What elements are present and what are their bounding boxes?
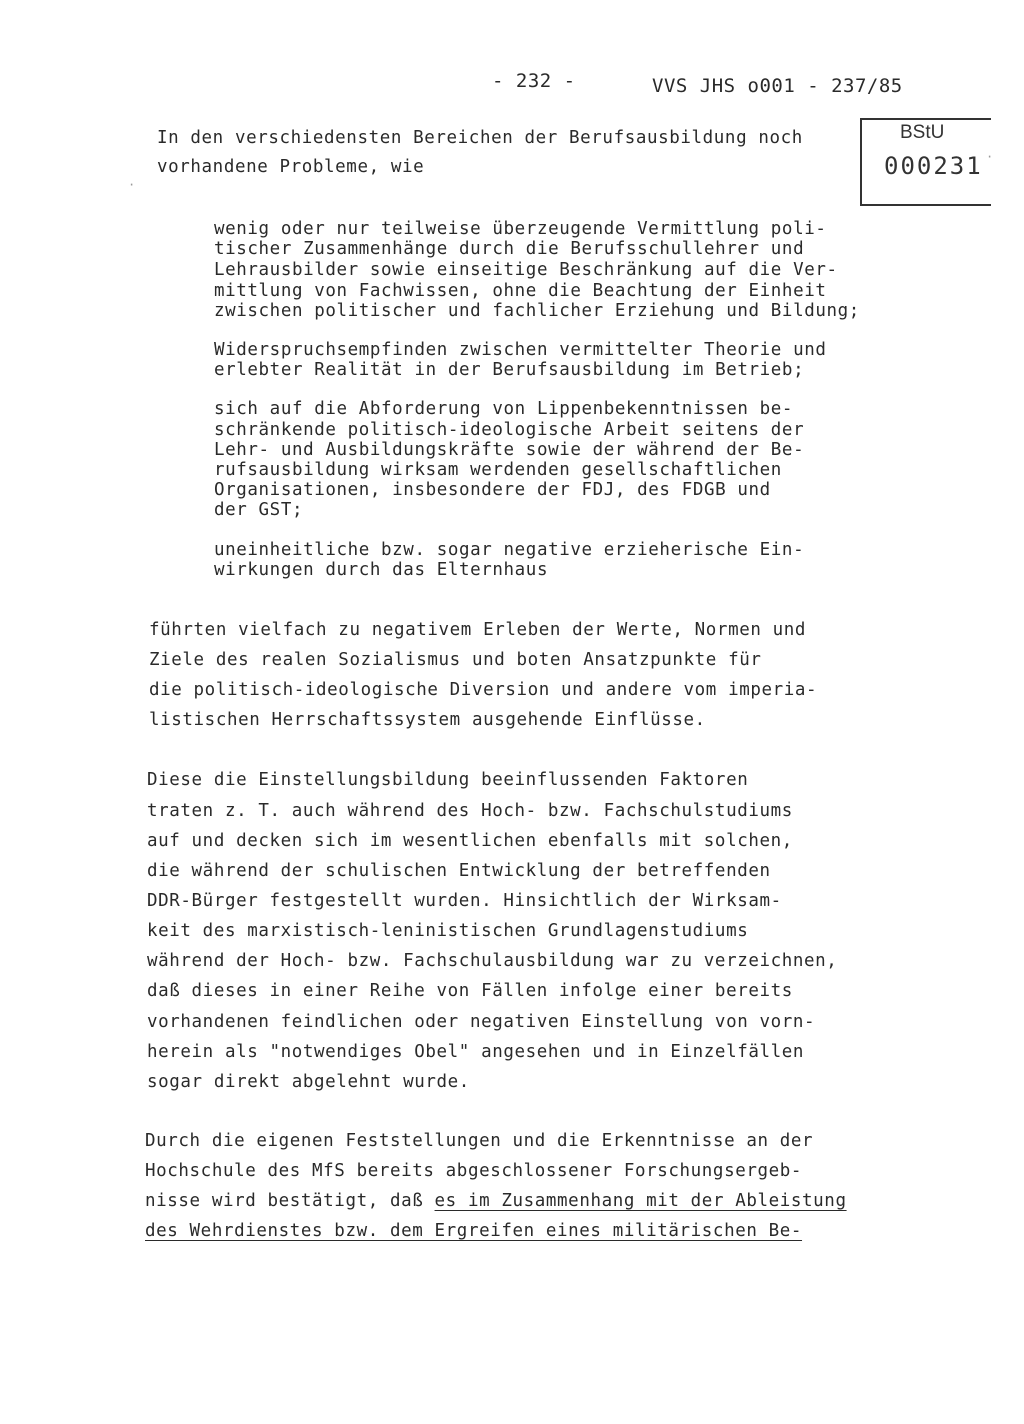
paragraph-line <box>145 1191 847 1211</box>
paragraph-text: nisse wird bestätigt, daß <box>145 1191 435 1211</box>
paragraph-line: vorhandenen feindlichen oder negativen Einstellung von vorn- <box>147 1012 816 1032</box>
paragraph-line: Ziele des realen Sozialismus und boten Ansatzpunkte für <box>149 650 762 670</box>
paragraph-line: Durch die eigenen Feststellungen und die Erkenntnisse an der <box>145 1131 814 1151</box>
paragraph-line: Diese die Einstellungsbildung beeinflussenden Faktoren <box>147 770 749 790</box>
list-item-line: Organisationen, insbesondere der FDJ, des FDGB und <box>214 480 771 500</box>
list-item-line: mittlung von Fachwissen, ohne die Beachtung der Einheit <box>214 281 827 301</box>
underlined-text: es im Zusammenhang mit der Ableistung <box>434 1191 847 1211</box>
paragraph-line: keit des marxistisch-leninistischen Grundlagenstudiums <box>147 921 749 941</box>
list-item-line: wirkungen durch das Elternhaus <box>214 560 549 580</box>
underlined-line: des Wehrdienstes bzw. dem Ergreifen eines militärischen Be- <box>145 1221 803 1241</box>
paragraph-line: daß dieses in einer Reihe von Fällen infolge einer bereits <box>147 981 793 1001</box>
list-item-line: Lehr- und Ausbildungskräfte sowie der während der Be- <box>214 440 805 460</box>
paragraph-line: auf und decken sich im wesentlichen ebenfalls mit solchen, <box>147 831 793 851</box>
paragraph-line: führten vielfach zu negativem Erleben der Werte, Normen und <box>149 620 807 640</box>
archive-stamp <box>860 118 994 206</box>
list-item-line: Widerspruchsempfinden zwischen vermittelter Theorie und <box>214 340 827 360</box>
paragraph-line: herein als "notwendiges Obel" angesehen und in Einzelfällen <box>147 1042 805 1062</box>
list-item-line: wenig oder nur teilweise überzeugende Vermittlung poli- <box>214 219 827 239</box>
paragraph-line: Hochschule des MfS bereits abgeschlossener Forschungsergeb- <box>145 1161 803 1181</box>
list-item-line: der GST; <box>214 500 304 520</box>
intro-line: In den verschiedensten Bereichen der Berufsausbildung noch <box>157 128 803 148</box>
intro-line: vorhandene Probleme, wie <box>157 157 425 177</box>
list-item-line: rufsausbildung wirksam werdenden gesellschaftlichen <box>214 460 782 480</box>
paragraph-line: DDR-Bürger festgestellt wurden. Hinsichtlich der Wirksam- <box>147 891 782 911</box>
paragraph-line: traten z. T. auch während des Hoch- bzw. Fachschulstudiums <box>147 801 793 821</box>
margin-mark: · <box>986 150 994 164</box>
list-item-line: erlebter Realität in der Berufsausbildung im Betrieb; <box>214 360 805 380</box>
document-reference: VVS JHS o001 - 237/85 <box>652 75 903 97</box>
page-number: - 232 - <box>492 70 576 92</box>
stamp-title: BStU <box>900 122 945 143</box>
paragraph-line: sogar direkt abgelehnt wurde. <box>147 1072 470 1092</box>
list-item-line: uneinheitliche bzw. sogar negative erzieherische Ein- <box>214 540 805 560</box>
list-item-line: tischer Zusammenhänge durch die Berufsschullehrer und <box>214 239 805 259</box>
list-item-line: Lehrausbilder sowie einseitige Beschränkung auf die Ver- <box>214 260 838 280</box>
paragraph-line: listischen Herrschaftssystem ausgehende Einflüsse. <box>149 710 706 730</box>
paragraph-line: während der Hoch- bzw. Fachschulausbildung war zu verzeichnen, <box>147 951 838 971</box>
paragraph-line: die politisch-ideologische Diversion und andere vom imperia- <box>149 680 818 700</box>
list-item-line: sich auf die Abforderung von Lippenbekenntnissen be- <box>214 399 794 419</box>
paragraph-line: die während der schulischen Entwicklung der betreffenden <box>147 861 771 881</box>
margin-mark: · <box>128 178 136 192</box>
stamp-number: 000231 <box>884 152 983 180</box>
list-item-line: zwischen politischer und fachlicher Erziehung und Bildung; <box>214 301 860 321</box>
list-item-line: schränkende politisch-ideologische Arbeit seitens der <box>214 420 805 440</box>
